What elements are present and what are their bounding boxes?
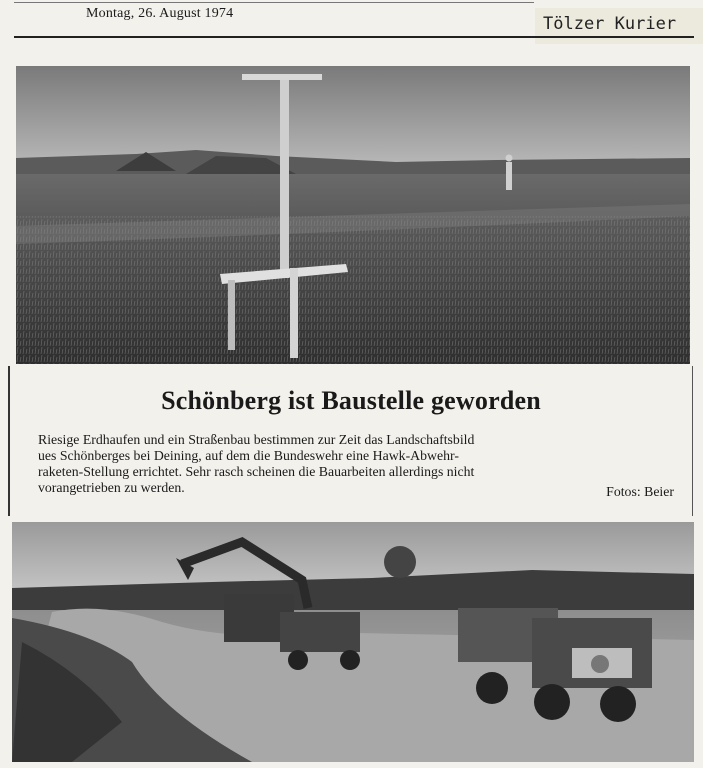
caption-line: raketen-Stellung errichtet. Sehr rasch scheinen die Bauarbeiten allerdings nicht: [38, 464, 475, 479]
header-rule: [14, 36, 694, 38]
construction-photo-image: [12, 522, 694, 762]
caption-line: vorangetrieben zu werden.: [38, 480, 185, 495]
caption-line: Riesige Erdhaufen und ein Straßenbau bestimmen zur Zeit das Landschaftsbild: [38, 432, 475, 447]
field-photo-image: [16, 66, 690, 364]
caption-line: ues Schönberges bei Deining, auf dem die Bundeswehr eine Hawk-Abwehr-: [38, 448, 459, 463]
source-label: Tölzer Kurier: [535, 8, 703, 44]
construction-photo: [12, 522, 694, 762]
field-photo: [16, 66, 690, 364]
photo-credit: Fotos: Beier: [606, 484, 674, 499]
date-line: Montag, 26. August 1974: [86, 6, 234, 21]
caption-box: [8, 366, 693, 516]
caption-text: [38, 432, 678, 496]
top-thin-rule: [14, 2, 534, 3]
headline: Schönberg ist Baustelle geworden: [161, 386, 541, 415]
